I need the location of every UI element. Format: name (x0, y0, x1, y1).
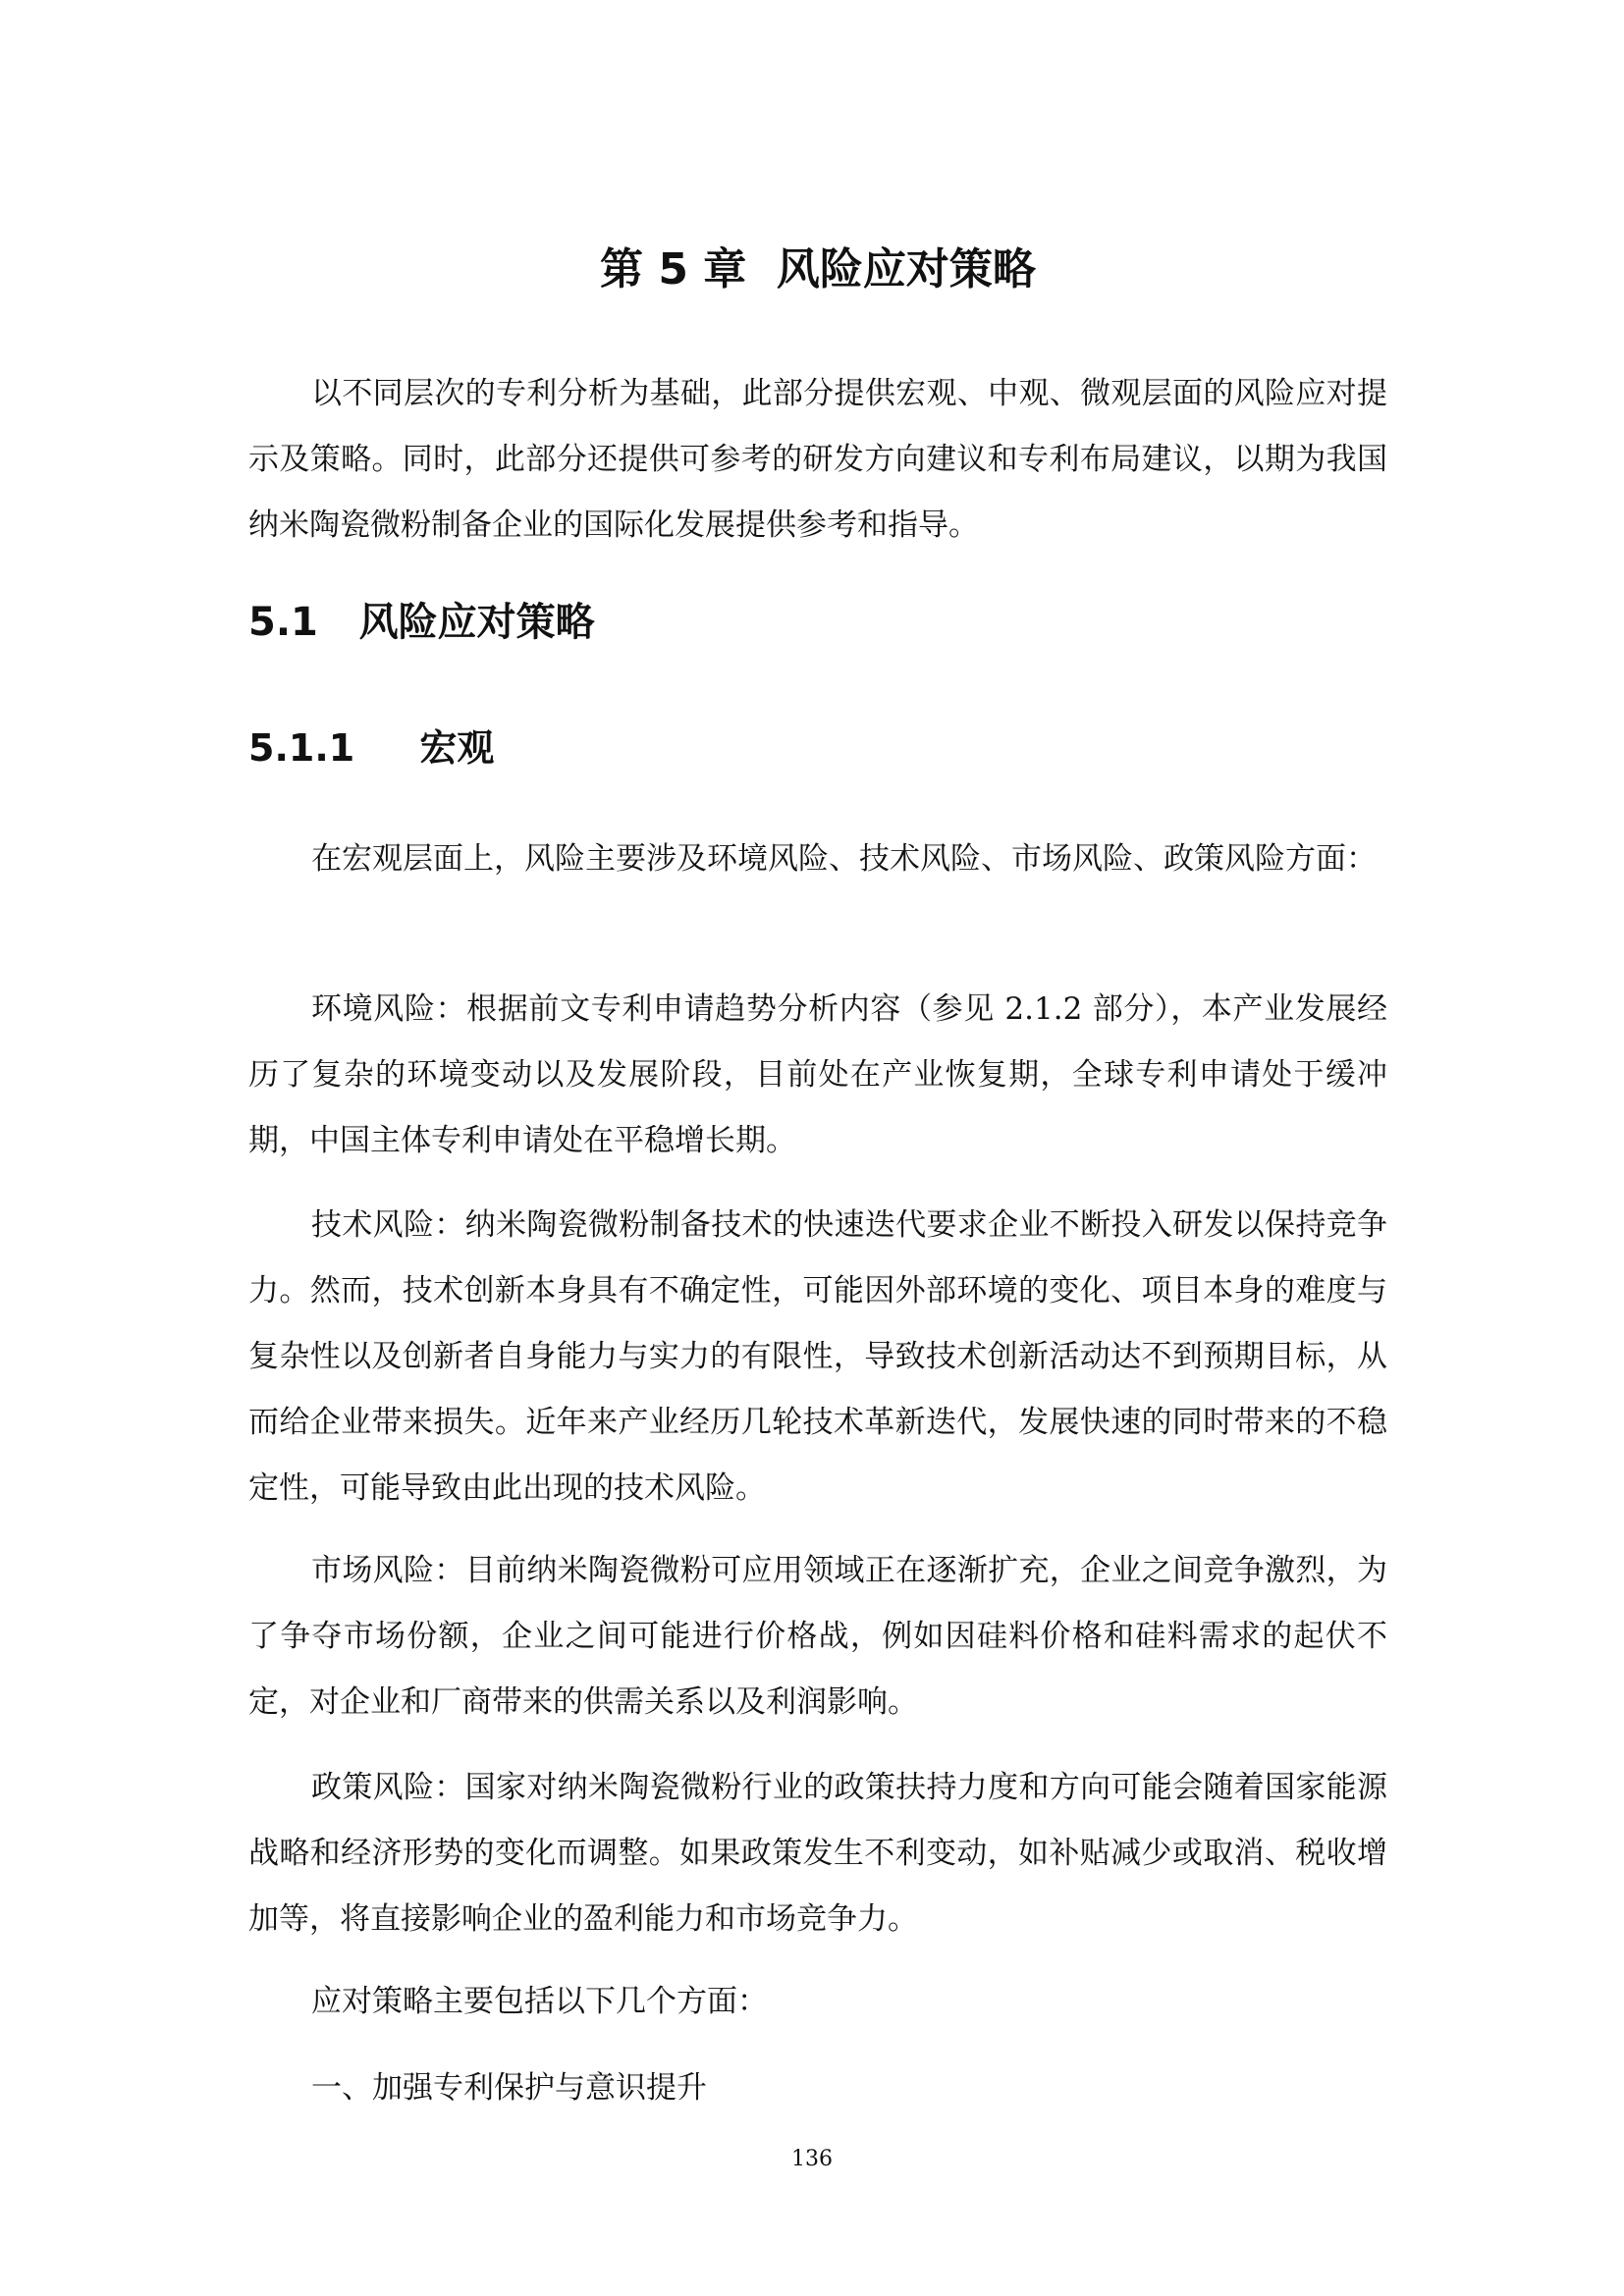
chapter-title: 第 5 章 风险应对策略 (600, 244, 1036, 294)
paragraph-technology-risk: 技术风险：纳米陶瓷微粉制备技术的快速迭代要求企业不断投入研发以保持竞争力。然而，技术创新本身具有不确定性，可能因外部环境的变化、项目本身的难度与复杂性以及创新者自身能力与实力的有限性，导致技术创新活动达不到预期目标，从而给企业带来损失。近年来产业经历几轮技术革新迭代，发展快速的同时带来的不稳定性，可能导致由此出现的技术风险。 (248, 1207, 1387, 1506)
paragraph-strategy-item-1: 一、加强专利保护与意识提升 (311, 2070, 707, 2106)
paragraph-macro-overview: 在宏观层面上，风险主要涉及环境风险、技术风险、市场风险、政策风险方面： (311, 841, 1377, 877)
section-heading: 5.1 风险应对策略 (248, 600, 595, 645)
paragraph-policy-risk: 政策风险：国家对纳米陶瓷微粉行业的政策扶持力度和方向可能会随着国家能源战略和经济形势的变化而调整。如果政策发生不利变动，如补贴减少或取消、税收增加等，将直接影响企业的盈利能力和市场竞争力。 (248, 1770, 1387, 1937)
paragraph-strategy-intro: 应对策略主要包括以下几个方面： (311, 1984, 768, 2019)
page-number: 136 (791, 2147, 833, 2171)
paragraph-environment-risk: 环境风险：根据前文专利申请趋势分析内容（参见 2.1.2 部分），本产业发展经历了复杂的环境变动以及发展阶段，目前处在产业恢复期，全球专利申请处于缓冲期，中国主体专利申请处在平稳增长期。 (248, 991, 1387, 1158)
subsection-heading: 5.1.1 宏观 (248, 726, 495, 770)
paragraph-market-risk: 市场风险：目前纳米陶瓷微粉可应用领域正在逐渐扩充，企业之间竞争激烈，为了争夺市场份额，企业之间可能进行价格战，例如因硅料价格和硅料需求的起伏不定，对企业和厂商带来的供需关系以及利润影响。 (248, 1553, 1387, 1720)
intro-paragraph: 以不同层次的专利分析为基础，此部分提供宏观、中观、微观层面的风险应对提示及策略。同时，此部分还提供可参考的研发方向建议和专利布局建议，以期为我国纳米陶瓷微粉制备企业的国际化发展提供参考和指导。 (248, 376, 1387, 543)
